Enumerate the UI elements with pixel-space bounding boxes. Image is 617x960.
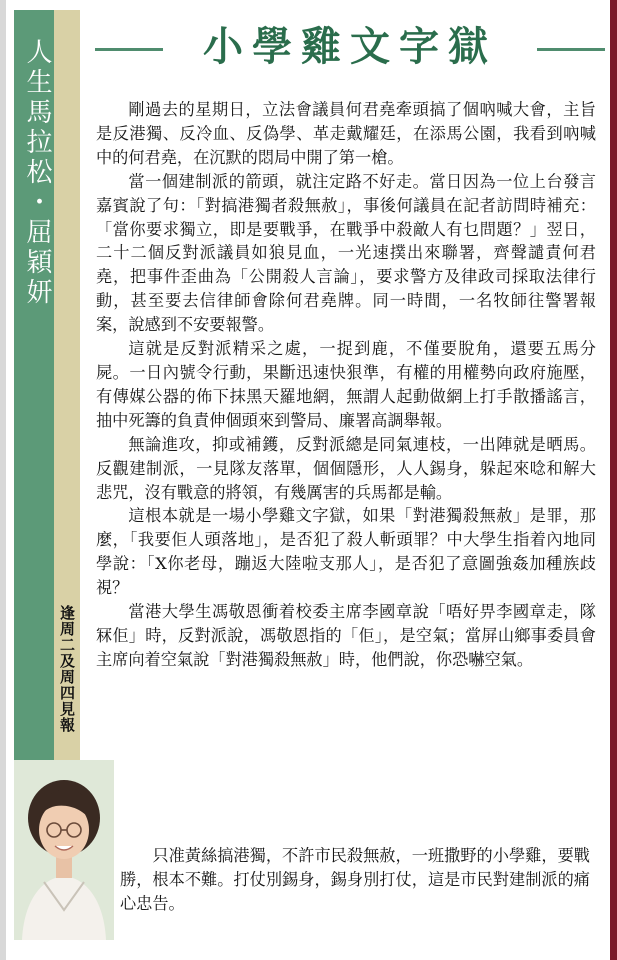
left-edge <box>0 0 6 960</box>
paragraph-closing: 只准黃絲搞港獨，不許市民殺無赦，一班撒野的小學雞，要戰勝，根本不難。打仗別錫身，錫身別打仗，這是市民對建制派的痛心忠告。 <box>120 846 590 913</box>
article-closing <box>120 844 590 916</box>
paragraph-6: 當港大學生馮敬恩衝着校委主席李國章說「唔好畀李國章走，隊冧佢」時，反對派說，馮敬恩指的「佢」，是空氣；當屏山鄉事委員會主席向着空氣說「對港獨殺無赦」時，他們說，你恐嚇空氣。 <box>96 602 596 669</box>
article-body <box>96 98 596 672</box>
headline-block <box>95 22 605 72</box>
right-edge-rule <box>610 0 617 960</box>
author-photo <box>14 760 114 940</box>
paragraph-3: 這就是反對派精采之處，一捉到鹿，不僅要脫角，還要五馬分屍。一日內號令行動，果斷迅速快狠準，有權的用權勢向政府施壓，有傳媒公器的佈下抹黑天羅地網，無謂人起動做網上打手散播謠言，抽中死籌的負責伸個頭來到警局、廉署高調舉報。 <box>96 339 596 430</box>
publication-schedule: 逢周二及周四見報 <box>58 605 76 733</box>
headline-rule-left <box>95 48 163 51</box>
author-portrait-illustration <box>14 760 114 940</box>
paragraph-2: 當一個建制派的箭頭，就注定路不好走。當日因為一位上台發言嘉賓說了句：「對搞港獨者殺無赦」，事後何議員在記者訪問時補充：「當你要求獨立，即是要戰爭，在戰爭中殺敵人有乜問題？」翌日，二十二個反對派議員如狼見血，一光速撲出來聯署，齊聲譴責何君堯，把事件歪曲為「公開殺人言論」，要求警方及律政司採取法律行動，甚至要去信律師會除何君堯牌。同一時間，一名牧師往警署報案，說感到不安要報警。 <box>96 171 596 335</box>
paragraph-1: 剛過去的星期日，立法會議員何君堯牽頭搞了個吶喊大會，主旨是反港獨、反冷血、反偽學、革走戴耀廷，在添馬公園，我看到吶喊中的何君堯，在沉默的悶局中開了第一槍。 <box>96 100 596 167</box>
paragraph-4: 無論進攻，抑或補鑊，反對派總是同氣連枝，一出陣就是晒馬。反觀建制派，一見隊友落單，個個隱形，人人錫身，躲起來唸和解大悲咒，沒有戰意的將領，有幾厲害的兵馬都是輸。 <box>96 434 596 502</box>
column-title: 人生馬拉松・屈穎妍 <box>22 38 52 308</box>
paragraph-5: 這根本就是一場小學雞文字獄，如果「對港獨殺無赦」是罪，那麼，「我要佢人頭落地」，是否犯了殺人斬頭罪？中大學生指着內地同學說：「X你老母，蹦返大陸啦支那人」，是否犯了意圖強姦加種族歧視？ <box>96 506 596 598</box>
headline: 小學雞文字獄 <box>203 24 497 70</box>
headline-rule-right <box>537 48 605 51</box>
